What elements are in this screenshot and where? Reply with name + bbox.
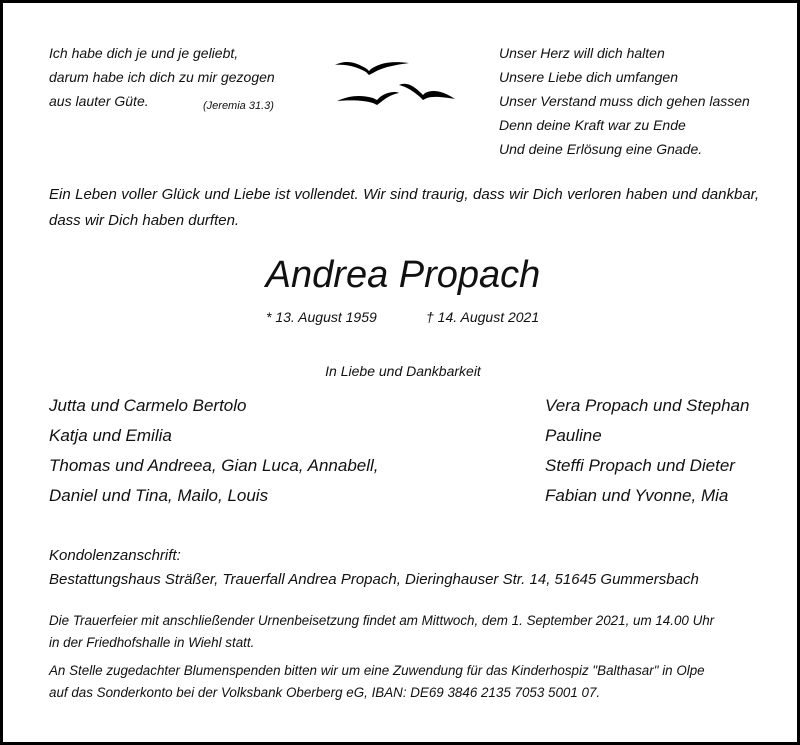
mourner-entry: Pauline	[545, 426, 602, 445]
condolence-label: Kondolenzanschrift:	[49, 547, 181, 564]
verse-right-line: Unsere Liebe dich umfangen	[499, 69, 679, 85]
verse-reference: (Jeremia 31.3)	[203, 100, 274, 112]
verse-right-line: Unser Verstand muss dich gehen lassen	[499, 93, 750, 109]
verse-left-line: aus lauter Güte.	[49, 93, 149, 109]
verse-right-line: Denn deine Kraft war zu Ende	[499, 117, 686, 133]
donation-notice-line: auf das Sonderkonto bei der Volksbank Oberberg eG, IBAN: DE69 3846 2135 7053 5001 07.	[49, 685, 601, 700]
funeral-notice-line: Die Trauerfeier mit anschließender Urnenbeisetzung findet am Mittwoch, dem 1. September 2021, um 14.00 Uhr	[49, 613, 715, 628]
intro-text: Ein Leben voller Glück und Liebe ist vollendet. Wir sind traurig, dass wir Dich verloren haben und dankbar, dass wir Dich haben durften.	[49, 186, 759, 229]
bird-icon	[399, 84, 455, 100]
dedication: In Liebe und Dankbarkeit	[325, 363, 481, 379]
funeral-notice	[49, 610, 759, 654]
bird-icon	[337, 92, 399, 105]
flying-birds-icon	[333, 53, 463, 113]
condolence-address-text: Bestattungshaus Sträßer, Trauerfall Andrea Propach, Dieringhauser Str. 14, 51645 Gummersbach	[49, 571, 699, 588]
verse-right-line: Unser Herz will dich halten	[499, 45, 665, 61]
mourner-entry: Fabian und Yvonne, Mia	[545, 486, 729, 505]
bird-icon	[335, 62, 409, 75]
funeral-notice-line: in der Friedhofshalle in Wiehl statt.	[49, 635, 255, 650]
mourner-entry: Jutta und Carmelo Bertolo	[49, 396, 247, 415]
verse-left-line: Ich habe dich je und je geliebt,	[49, 45, 239, 61]
birth-date: * 13. August 1959	[266, 309, 377, 325]
mourner-entry: Vera Propach und Stephan	[545, 396, 750, 415]
donation-notice	[49, 660, 759, 704]
death-date: † 14. August 2021	[426, 309, 540, 325]
verse-left-line: darum habe ich dich zu mir gezogen	[49, 69, 275, 85]
mourners-left	[49, 391, 379, 511]
mourner-entry: Daniel und Tina, Mailo, Louis	[49, 486, 269, 505]
mourner-entry: Thomas und Andreea, Gian Luca, Annabell,	[49, 456, 379, 475]
mourner-entry: Katja und Emilia	[49, 426, 172, 445]
condolence-address	[49, 544, 699, 592]
donation-notice-line: An Stelle zugedachter Blumenspenden bitten wir um eine Zuwendung für das Kinderhospiz "Balthasar" in Olpe	[49, 663, 705, 678]
mourners-right	[545, 391, 749, 511]
verse-right-line: Und deine Erlösung eine Gnade.	[499, 141, 703, 157]
deceased-name: Andrea Propach	[265, 254, 541, 296]
mourner-entry: Steffi Propach und Dieter	[545, 456, 735, 475]
verse-right	[499, 41, 750, 161]
